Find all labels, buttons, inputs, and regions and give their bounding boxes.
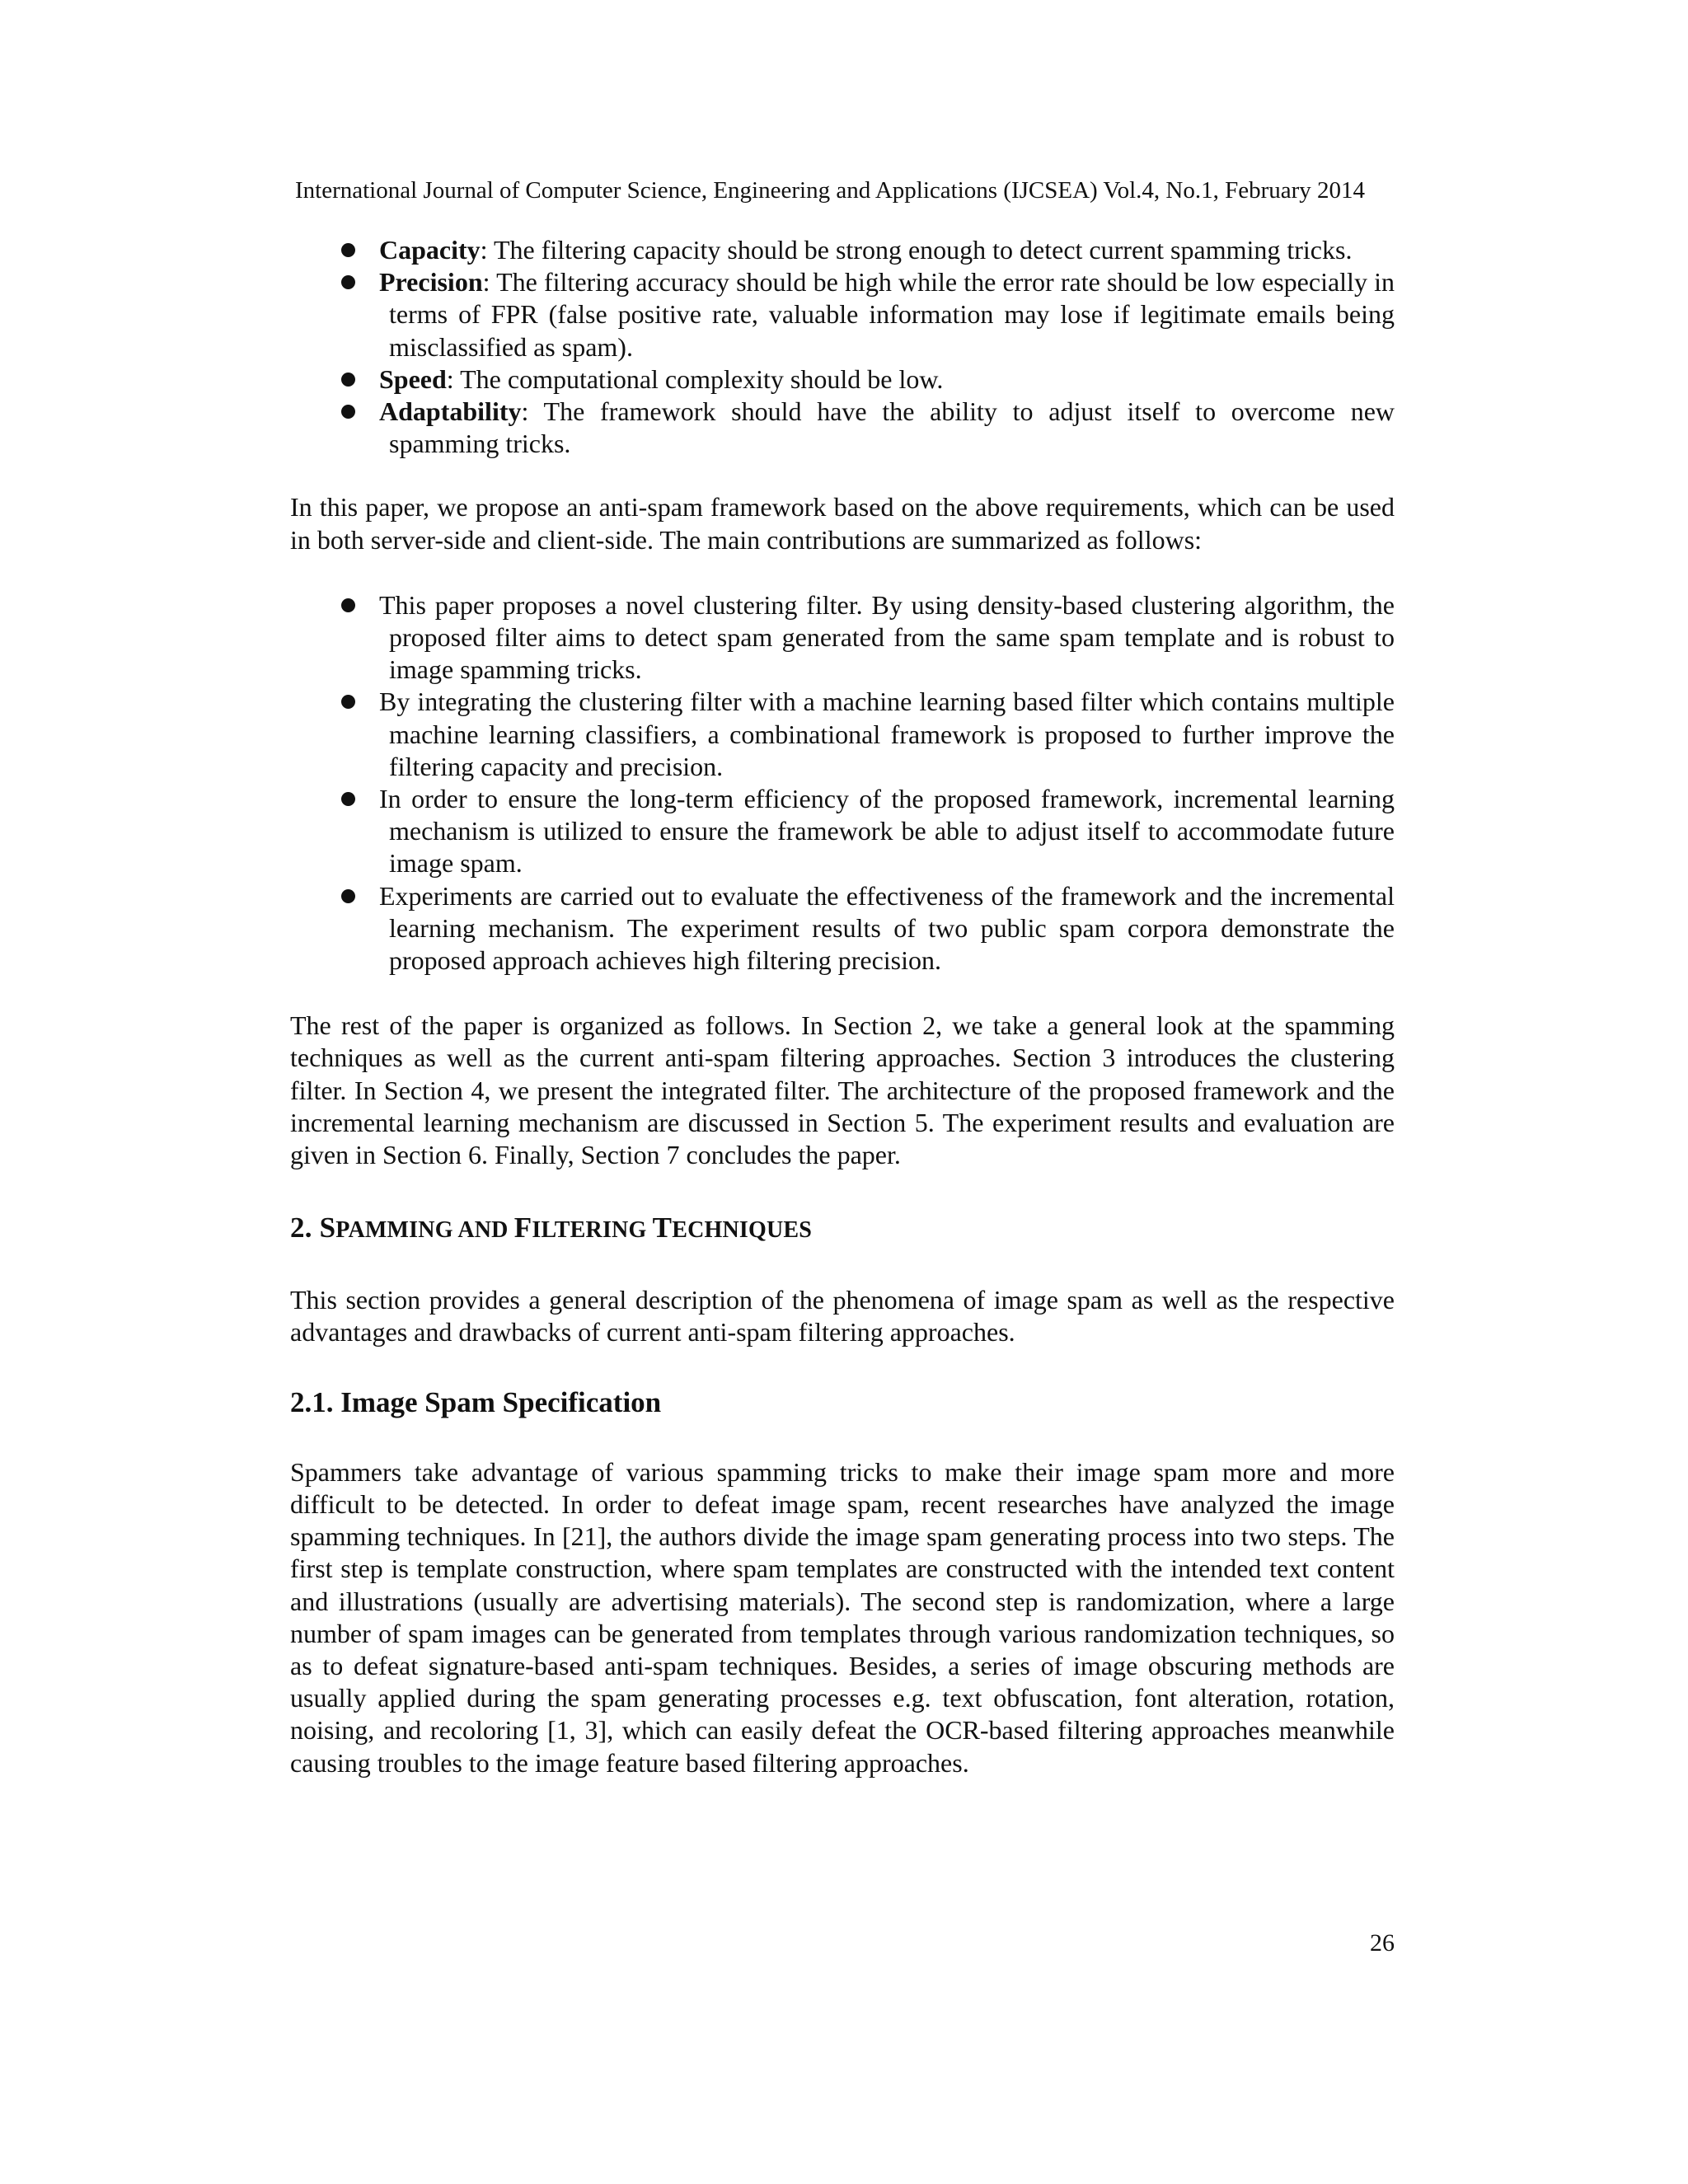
bullet-dot-icon (341, 792, 355, 806)
organization-paragraph: The rest of the paper is organized as follows. In Section 2, we take a general look at the spamming techniques as well as the current anti-spam filtering approaches. Section 3 introduces the clustering filter. In Section 4, we present the integrated filter. The architecture of the proposed framework and the incremental learning mechanism are discussed in Section 5. The experiment results and evaluation are given in Section 6. Finally, Section 7 concludes the paper. (290, 1010, 1395, 1170)
section-number: 2. (290, 1212, 320, 1244)
requirement-text: : The framework should have the ability to adjust itself to overcome new spamming tricks. (389, 396, 1395, 459)
contribution-text: This paper proposes a novel clustering filter. By using density-based clustering algorithm, the proposed filter aims to detect spam generated from the same spam template and is robust to image spamming tricks. (379, 589, 1395, 685)
requirement-term: Precision (379, 267, 483, 298)
section-title-initial: S (319, 1212, 336, 1244)
requirement-term: Capacity (379, 235, 481, 265)
section-2-heading (290, 1211, 1395, 1248)
bullet-dot-icon (341, 405, 355, 419)
section-title-initial: T (652, 1212, 673, 1244)
section-title-smallcaps: ECHNIQUES (672, 1217, 813, 1244)
intro-paragraph: In this paper, we propose an anti-spam framework based on the above requirements, which can be used in both server-side and client-side. The main contributions are summarized as follows: (290, 492, 1395, 555)
bullet-dot-icon (341, 889, 355, 903)
contribution-item (379, 880, 1395, 977)
requirement-item-adaptability (379, 396, 1395, 460)
contribution-item (379, 686, 1395, 783)
page-number: 26 (1370, 1929, 1395, 1957)
contribution-text: By integrating the clustering filter with a machine learning based filter which contains multiple machine learning classifiers, a combinational framework is proposed to further improve the filtering capacity and precision. (379, 687, 1395, 781)
requirement-text: : The filtering accuracy should be high while the error rate should be low especially in terms of FPR (false positive rate, valuable information may lose if legitimate emails being misclassified as spam). (389, 267, 1395, 362)
requirement-item-capacity (379, 234, 1395, 266)
requirement-term: Adaptability (379, 396, 522, 427)
bullet-dot-icon (341, 243, 355, 257)
section-title-smallcaps: PAMMING AND (335, 1217, 514, 1244)
contribution-item (379, 783, 1395, 880)
bullet-dot-icon (341, 373, 355, 387)
bullet-dot-icon (341, 598, 355, 612)
contribution-item (379, 589, 1395, 687)
bullet-dot-icon (341, 275, 355, 289)
contribution-text: In order to ensure the long-term efficiency of the proposed framework, incremental learning mechanism is utilized to ensure the framework be able to adjust itself to accommodate future image spam. (379, 784, 1395, 879)
section-2-1-heading: 2.1. Image Spam Specification (290, 1385, 662, 1418)
requirement-text: : The filtering capacity should be strong enough to detect current spamming tricks. (480, 235, 1353, 265)
contributions-list (290, 589, 1395, 977)
contribution-text: Experiments are carried out to evaluate the effectiveness of the framework and the incremental learning mechanism. The experiment results of two public spam corpora demonstrate the proposed approach achieves high filtering precision. (379, 880, 1395, 976)
page-content (290, 234, 1395, 1779)
section-2-intro: This section provides a general description of the phenomena of image spam as well as the respective advantages and drawbacks of current anti-spam filtering approaches. (290, 1285, 1395, 1347)
requirement-term: Speed (379, 363, 447, 394)
requirement-text: : The computational complexity should be low. (446, 363, 944, 394)
requirement-item-speed (379, 363, 1395, 396)
requirements-list (290, 234, 1395, 460)
requirement-item-precision (379, 266, 1395, 363)
running-header: International Journal of Computer Science, Engineering and Applications (IJCSEA) Vol.4, No.1, February 2014 (295, 177, 1366, 204)
section-title-smallcaps: ILTERING (532, 1217, 653, 1244)
bullet-dot-icon (341, 695, 355, 709)
section-title-initial: F (513, 1212, 532, 1244)
section-2-1-body: Spammers take advantage of various spamming tricks to make their image spam more and more difficult to be detected. In order to defeat image spam, recent researches have analyzed the image spamming techniques. In [21], the authors divide the image spam generating process into two steps. The first step is template construction, where spam templates are constructed with the intended text content and illustrations (usually are advertising materials). The second step is randomization, where a large number of spam images can be generated from templates through various randomization techniques, so as to defeat signature-based anti-spam techniques. Besides, a series of image obscuring methods are usually applied during the spam generating processes e.g. text obfuscation, font alteration, rotation, noising, and recoloring [1, 3], which can easily defeat the OCR-based filtering approaches meanwhile causing troubles to the image feature based filtering approaches. (290, 1456, 1395, 1778)
